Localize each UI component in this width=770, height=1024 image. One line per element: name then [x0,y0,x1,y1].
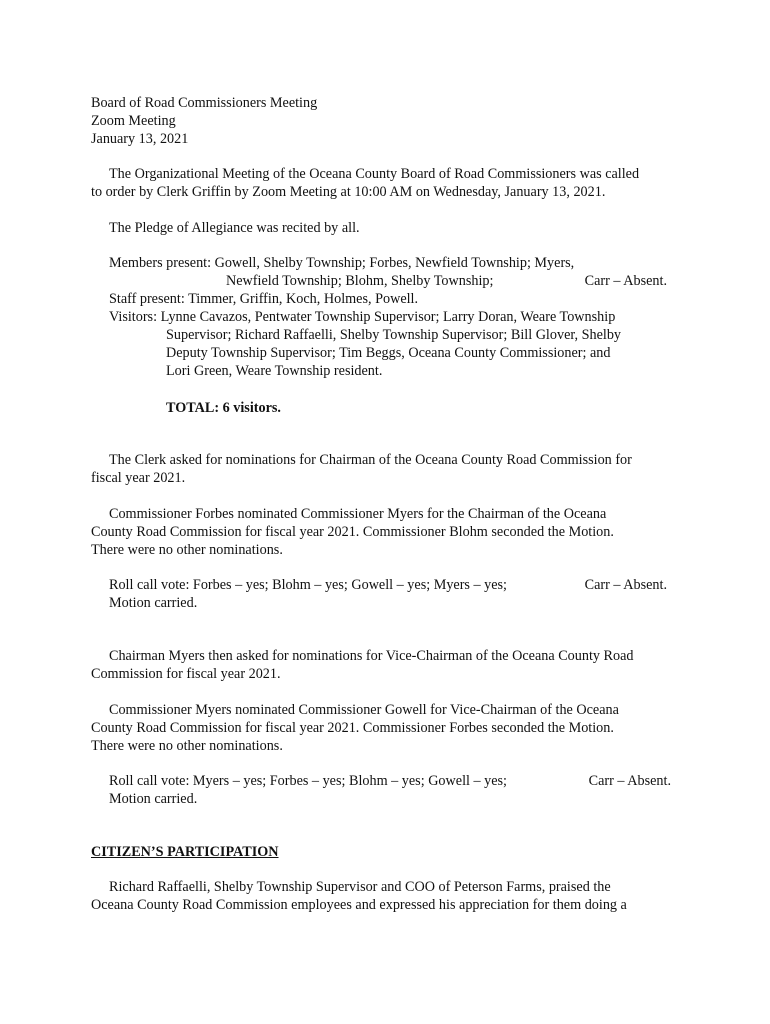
chairman-ask-line-1: The Clerk asked for nominations for Chairman of the Oceana County Road Commission for [109,452,632,468]
total-visitors-text: TOTAL: 6 visitors. [166,400,281,416]
vice-chairman-motion-line-2: County Road Commission for fiscal year 2021. Commissioner Forbes seconded the Motion. [91,720,614,736]
vice-chairman-ask-line-1: Chairman Myers then asked for nominations for Vice-Chairman of the Oceana County Road [109,648,634,664]
opening-paragraph [91,165,681,201]
visitors-line-4: Lori Green, Weare Township resident. [166,363,383,379]
vice-chairman-motion-line-1: Commissioner Myers nominated Commissioner Gowell for Vice-Chairman of the Oceana [109,702,619,718]
vice-chairman-vote-absent: Carr – Absent. [588,773,671,789]
members-present-line-1: Members present: Gowell, Shelby Township; Forbes, Newfield Township; Myers, [109,255,575,271]
visitors-line-1: Visitors: Lynne Cavazos, Pentwater Township Supervisor; Larry Doran, Weare Township [109,309,616,325]
visitors-line-3: Deputy Township Supervisor; Tim Beggs, Oceana County Commissioner; and [166,345,611,361]
meeting-date: January 13, 2021 [91,131,189,147]
visitors-line-2: Supervisor; Richard Raffaelli, Shelby Township Supervisor; Bill Glover, Shelby [166,327,622,343]
vice-chairman-ask-paragraph [91,647,681,683]
pledge-paragraph [91,219,681,237]
chairman-ask-paragraph [91,451,681,487]
chairman-vote-result: Motion carried. [109,595,198,611]
chairman-vote-text: Roll call vote: Forbes – yes; Blohm – yes; Gowell – yes; Myers – yes; [109,577,507,593]
vice-chairman-vote-text: Roll call vote: Myers – yes; Forbes – yes; Blohm – yes; Gowell – yes; [109,773,507,789]
members-present-row-2 [91,272,681,290]
citizens-paragraph [91,878,681,914]
meeting-type: Zoom Meeting [91,113,176,129]
citizens-heading-block [91,843,681,861]
attendance-section [91,254,681,380]
staff-present: Staff present: Timmer, Griffin, Koch, Holmes, Powell. [109,291,419,307]
pledge-text: The Pledge of Allegiance was recited by all. [109,220,360,236]
chairman-vote-absent: Carr – Absent. [584,577,667,593]
opening-line-1: The Organizational Meeting of the Oceana County Board of Road Commissioners was called [109,166,640,182]
members-present-line-2: Newfield Township; Blohm, Shelby Township; [226,273,494,289]
chairman-vote-paragraph [91,576,681,612]
citizens-line-2: Oceana County Road Commission employees and expressed his appreciation for them doing a [91,897,627,913]
chairman-vote-row [91,576,681,594]
chairman-motion-line-3: There were no other nominations. [91,542,283,558]
chairman-ask-line-2: fiscal year 2021. [91,470,186,486]
vice-chairman-motion-paragraph [91,701,681,755]
citizens-line-1: Richard Raffaelli, Shelby Township Supervisor and COO of Peterson Farms, praised the [109,879,611,895]
meeting-title: Board of Road Commissioners Meeting [91,95,318,111]
members-absent: Carr – Absent. [584,273,667,289]
chairman-motion-paragraph [91,505,681,559]
chairman-motion-line-2: County Road Commission for fiscal year 2021. Commissioner Blohm seconded the Motion. [91,524,614,540]
chairman-motion-line-1: Commissioner Forbes nominated Commissioner Myers for the Chairman of the Oceana [109,506,607,522]
total-visitors [91,399,681,417]
vice-chairman-ask-line-2: Commission for fiscal year 2021. [91,666,281,682]
citizens-heading: CITIZEN’S PARTICIPATION [91,844,279,860]
vice-chairman-vote-result: Motion carried. [109,791,198,807]
opening-line-2: to order by Clerk Griffin by Zoom Meeting at 10:00 AM on Wednesday, January 13, 2021. [91,184,606,200]
vice-chairman-motion-line-3: There were no other nominations. [91,738,283,754]
vice-chairman-vote-paragraph [91,772,681,808]
vice-chairman-vote-row [91,772,681,790]
meeting-header [91,94,681,148]
